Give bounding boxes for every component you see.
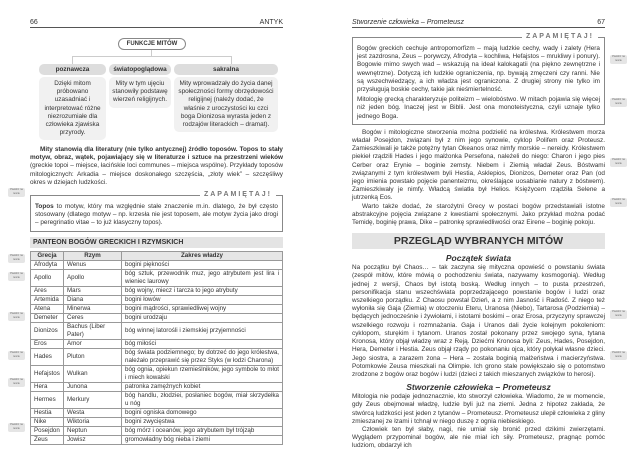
roman-name: Merkury [64,391,122,408]
greek-name: Eros [31,339,64,348]
domain: bogini zwycięstwa [122,417,283,426]
left-page-header [30,18,283,28]
remember-label: ZAPAMIĘTAJ! [200,191,276,199]
function-swiatopogladowa [109,64,171,108]
functions-diagram [30,38,283,144]
roman-name: Mars [64,286,122,295]
function-sakralna [174,64,278,132]
greek-name: Afrodyta [31,260,64,269]
margin-badge: Powtórz na teście [8,272,25,281]
greek-name: Ares [31,286,64,295]
greek-name: Nike [31,417,64,426]
remember-label: ZAPAMIĘTAJ! [522,33,598,41]
subsection-title: Początek świata [445,253,512,264]
diagram-connector [72,56,232,64]
margin-badge: Powtórz na teście [8,254,25,263]
roman-name: Wenus [64,260,122,269]
margin-badge: Powtórz na teście [8,378,25,387]
section-title: PRZEGLĄD WYBRANYCH MITÓW [352,233,605,249]
domain: bóg świata podziemnego; by dotrzeć do jego królestwa, należało przeprawić się przez Styks (w łodzi Charona) [122,348,283,365]
creation-paragraph: Na początku był Chaos… – tak zaczyna się mityczna opowieść o powstaniu świata (zespół mitów, które mówią o pochodzeniu świata, nazywamy kosmogonią). Według jednej z wersji, Chaos był istotą boską. Według innych – to pusta przestrzeń, personifikacja stanu wszechświata poprzedzającego powstanie bogów i ludzi oraz wszelkiego porządku. Z Chaosu powstał Dzień, a z nim Jasność i Radość. Z niego też wyłoniła się Gaja (Ziemia) w otoczeniu Eteru, Uranosa (Niebo), Tartarosa (Podziemia) – będących jednocześnie i żywiołami, i istotami boskimi – oraz Erosa, przyczyny sprawczej wszelkiego rozwoju i rozmnażania. Gaja i Uranos dali życie kolejnym pokoleniom: cyklopom, sturękim i tytanom. Uranos został pokonany przez swojego syna, tytana Kronosa, który objął władzę wraz z Reją. Dziećmi Kronosa byli: Zeus, Hades, Posejdon, Hera, Demeter i Hestia. Zeus objął rządy po pokonaniu ojca, który połykał własne dzieci. Jego siostra, a zarazem żona – Hera – została boginią małżeństwa i macierzyństwa. Potomkowie Zeusa mieszkali na Olimpie. Ich grono stale powiększało się o potomstwo zrodzone z bogów oraz bogów i ludzi (dzieci z takich mieszanych związków to herosi). [352,264,605,378]
greek-name: Posejdon [31,426,64,435]
function-text: Mity w tym ujęciu stanowiły podstawę wierzeń religijnych. [109,77,171,108]
roman-name: Westa [64,408,122,417]
table-row [31,365,283,382]
function-poznawcza [39,64,106,140]
remember-box [352,33,605,125]
margin-badge: Powtórz na teście [8,351,25,360]
table-row [31,295,283,304]
domain: bóg winnej latorośli i ziemskiej przyjemności [122,322,283,339]
domain: bóg mórz i oceanów, jego atrybutem był trójząb [122,426,283,435]
greek-name: Hestia [31,408,64,417]
table-row [31,313,283,322]
domain: bogini łowów [122,295,283,304]
domain: bóg handlu, złodziei, posłaniec bogów, miał skrzydełka u nóg [122,391,283,408]
abstractions-paragraph: Warto także dodać, że starożytni Grecy w postaci bogów przedstawiali istotne abstrakcyjne pojęcia związane z kwestiami społecznymi. Jako przykład można podać Temidę, boginię prawa, Dike – patronkę sprawiedliwości oraz Eirene – boginię pokoju. [352,202,605,227]
running-head: ANTYK [259,19,283,26]
remember-box [30,191,283,232]
function-label: światopoglądowa [109,64,171,75]
table-row [31,339,283,348]
page-number: 66 [30,19,38,26]
page-number: 67 [597,19,605,26]
margin-badge: Powtórz na teście [8,312,25,321]
right-page [352,18,605,451]
greek-name: Apollo [31,269,64,286]
table-row [31,391,283,408]
text: (greckie topoi – miejsce, łacińskie loci communes – miejsca wspólne). Przykłady toposów mitologicznych: Arkadia – miejsce doskonałego szczęścia, „złoty wiek” – szczęśliwy okres w dziejach ludzkości. [30,162,283,186]
greek-name: Dionizos [31,322,64,339]
greek-name: Hermes [31,391,64,408]
text: to motyw, który ma względnie stałe znaczenie m.in. dlatego, że był często stosowany (dlatego motyw – np. krzesła nie jest toposem, ale motyw życia jako drogi – peregrinatio vitae – to już klasyczny topos). [35,203,278,227]
domain: bogini urodzaju [122,313,283,322]
roman-name: Jowisz [64,435,122,444]
term: Topos [35,203,54,211]
table-row [31,286,283,295]
right-page-header [352,18,605,28]
margin-badge: Powtórz na teście [610,198,627,207]
margin-badge: Powtórz na teście [8,423,25,432]
roman-name: Junona [64,382,122,391]
diagram-title: FUNKCJE MITÓW [118,38,186,50]
margin-badge: Powtórz na teście [610,158,627,167]
greek-name: Hefajstos [31,365,64,382]
margin-badge: Powtórz na teście [8,188,25,197]
roman-name: Bachus (Liber Pater) [64,322,122,339]
domain: patronka zamężnych kobiet [122,382,283,391]
left-page [30,18,283,445]
remember-text: Mitologię grecką charakteryzuje politeizm – wielobóstwo. W mitach pojawia się więcej niż jeden bóg. Inaczej jest w Biblii. Jest ona monoteistyczna, czyli uznaje tylko jednego Boga. [357,96,600,120]
domain: bóg miłości [122,339,283,348]
domain: bóg wojny, miecz i tarcza to jego atrybuty [122,286,283,295]
column-header: Rzym [64,251,122,260]
greek-name: Zeus [31,435,64,444]
table-row [31,382,283,391]
function-text: Dzięki mitom próbowano uzasadniać i interpretować różne niezrozumiałe dla człowieka zjawiska przyrody. [39,77,106,140]
greek-name: Atena [31,304,64,313]
margin-badge: Powtórz na teście [610,310,627,319]
kingdoms-paragraph: Bogów i mitologiczne stworzenia można podzielić na królestwa. Królestwem morza władał Posejdon, związani był z nim jego synowie, cyklop Polifem oraz Proteusz. Zamieszkiwali je także potężny tytan Okeanos oraz nimfy morskie – nereidy. Królestwem piekieł rządzili Hades i jego małżonka Persefona, należeli do niego: Charon i jego pies Cerber oraz Erynie – boginie zemsty. Niebem i Ziemią władał Zeus. Bóstwami związanymi z tym królestwem byli Hestia, Asklepios, Dionizos, Demeter oraz Pan (od jego imienia powstało pojęcie panenteizmu, określające uosabianie natury z bóstwem). Zamieszkiwały je nimfy. Władcą światła był Helios. Księżycem rządziła Selene a jutrzenką Eos. [352,128,605,202]
domain: bóg ognia, opiekun rzemieślników, jego symbole to młot i miech kowalski [122,365,283,382]
column-header: Zakres władzy [122,251,283,260]
table-row [31,322,283,339]
domain: bogini ogniska domowego [122,408,283,417]
greek-name: Hera [31,382,64,391]
subsection-title: Stworzenie człowieka – Prometeusz [406,382,551,393]
roman-name: Wulkan [64,365,122,382]
roman-name: Diana [64,295,122,304]
roman-name: Neptun [64,426,122,435]
table-row [31,304,283,313]
domain: bóg sztuk, przewodnik muz, jego atrybutem jest lira i wieniec laurowy [122,269,283,286]
margin-badge: Powtórz na teście [610,55,627,64]
prometheus-paragraph: Mitologia nie podaje jednoznacznie, kto stworzył człowieka. Wiadomo, że w momencie, gdy Zeus obejmował władzę, ludzie byli już na ziemi. Jedna z hipotez zakłada, że stwórcą ludzkości jest jeden z tytanów – Prometeusz. Prometeusz ulepił człowieka z gliny zmieszanej ze łzami i tchnął w niego duszę z ognia niebieskiego. [352,393,605,425]
greek-name: Hades [31,348,64,365]
function-label: poznawcza [39,64,106,75]
greek-name: Artemida [31,295,64,304]
remember-text: Bogów greckich cechuje antropomorfizm – mają ludzkie cechy, wady i zalety (Hera jest zazdrosna, Zeus – porywczy, Afrodyta – kochliwa, Hefajstos – mrukliwy i ponury). Bogowie mimo swych wad – wskazują na ideał kalokagatii (na piękno zewnętrzne i wewnętrzne). Dotyczą ich ludzkie ograniczenia, np. bywają zmęczeni czy ranni. Nie są wszechwiedzący, a ich władza jest ograniczona. Z drugiej strony nie tylko im przysługują boskie cechy, takie jak nieśmiertelność. [357,45,600,94]
bold-text: Mity stanowią dla literatury (nie tylko antycznej) źródło toposów. Topos to stały motyw, obraz, wątek, pojawiający się w literaturze i sztuce na przestrzeni wieków [30,146,283,162]
roman-name: Minerwa [64,304,122,313]
margin-badge: Powtórz na teście [610,98,627,107]
roman-name: Wiktoria [64,417,122,426]
domain: bogini piękności [122,260,283,269]
margin-badge: Powtórz na teście [610,351,627,360]
greek-name: Demeter [31,313,64,322]
table-row [31,348,283,365]
domain: bogini mądrości, sprawiedliwej wojny [122,304,283,313]
table-row [31,426,283,435]
function-label: sakralna [174,64,278,75]
topos-paragraph [30,146,283,187]
roman-name: Ceres [64,313,122,322]
roman-name: Apollo [64,269,122,286]
pantheon-title: PANTEON BOGÓW GRECKICH I RZYMSKICH [30,237,283,248]
pantheon-table [30,251,283,445]
table-row [31,417,283,426]
roman-name: Pluton [64,348,122,365]
table-row [31,269,283,286]
table-row [31,435,283,444]
table-row [31,260,283,269]
running-head: Stworzenie człowieka – Prometeusz [352,19,465,26]
prometheus-paragraph-2: Człowiek ten był słaby, nagi, nie umiał się bronić przed dzikimi zwierzętami. Wyglądem przypominał bogów, ale nie miał ich siły. Prometeusz, pragnąc pomóc ludziom, obdarzył ich [352,425,605,450]
domain: gromowładny bóg nieba i ziemi [122,435,283,444]
column-header: Grecja [31,251,64,260]
table-row [31,408,283,417]
roman-name: Amor [64,339,122,348]
function-text: Mity wprowadzały do życia danej społeczności formy obrzędowości religijnej (należy dodać, że właśnie z uroczystości ku czci boga Dionizosa wyrasta jeden z rodzajów literackich – dramat). [174,77,278,132]
